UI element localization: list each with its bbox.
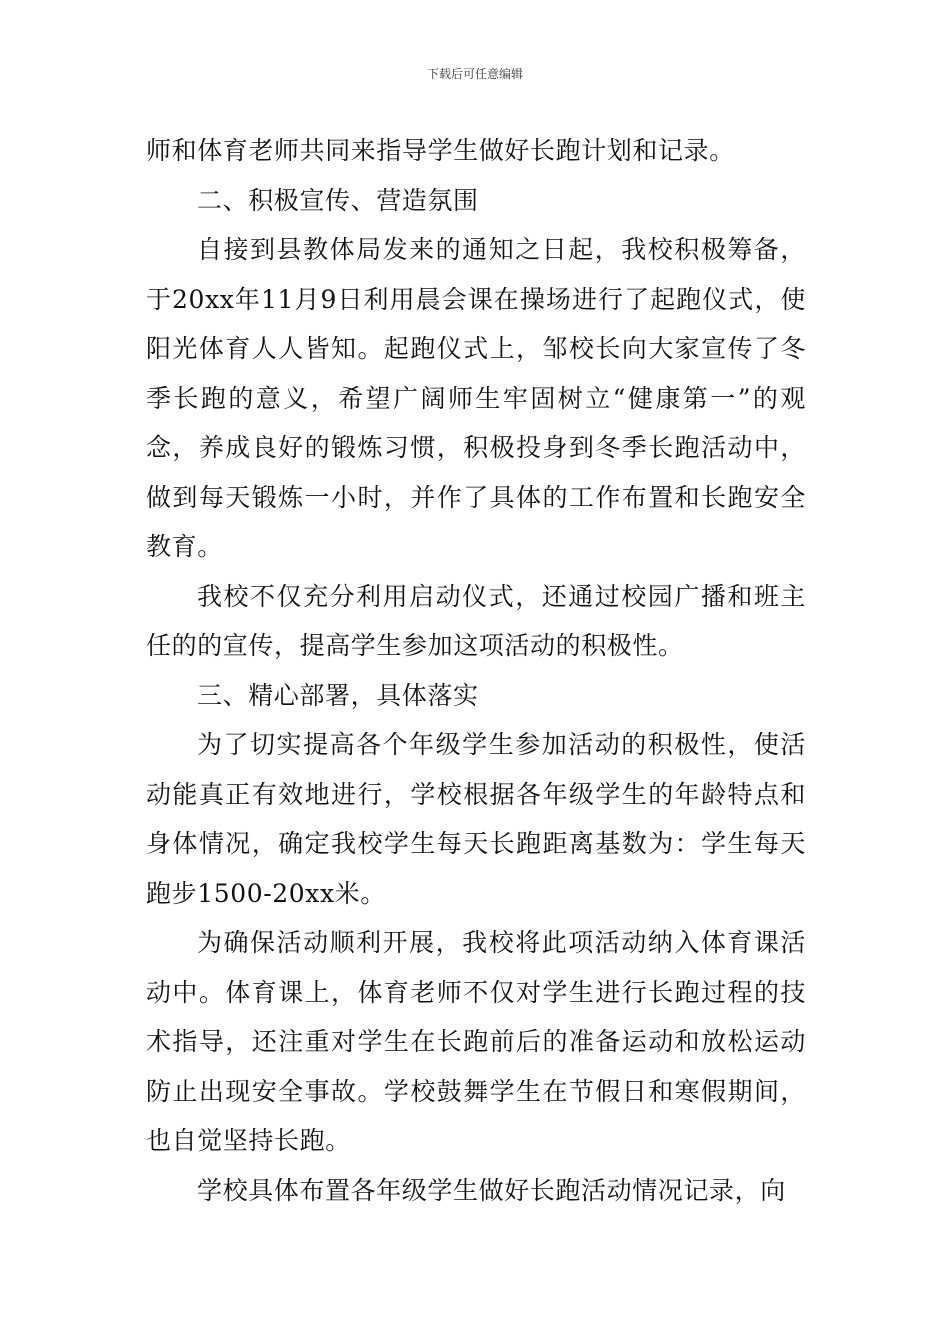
- paragraph-continuation: 师和体育老师共同来指导学生做好长跑计划和记录。: [146, 136, 735, 165]
- paragraph: 为确保活动顺利开展，我校将此项活动纳入体育课活动中。体育课上，体育老师不仅对学生进行长跑过程的技术指导，还注重对学生在长跑前后的准备运动和放松运动防止出现安全事故。学校鼓舞学生在节假日和寒假期间，也自觉坚持长跑。: [146, 928, 806, 1155]
- paragraph: 为了切实提高各个年级学生参加活动的积极性，使活动能真正有效地进行，学校根据各年级学生的年龄特点和身体情况，确定我校学生每天长跑距离基数为：学生每天跑步1500-20xx米。: [146, 730, 806, 908]
- paragraph: 自接到县教体局发来的通知之日起，我校积极筹备，于20xx年11月9日利用晨会课在操场进行了起跑仪式，使阳光体育人人皆知。起跑仪式上，邹校长向大家宣传了冬季长跑的意义，希望广阔师生牢固树立“健康第一”的观念，养成良好的锻炼习惯，积极投身到冬季长跑活动中，做到每天锻炼一小时，并作了具体的工作布置和长跑安全教育。: [146, 235, 806, 561]
- page-header: 下载后可任意编辑: [426, 67, 523, 81]
- document-body: [146, 126, 806, 1215]
- section-heading-3: 三、精心部署，具体落实: [197, 680, 479, 710]
- paragraph: 我校不仅充分利用启动仪式，还通过校园广播和班主任的的宣传，提高学生参加这项活动的积极性。: [146, 581, 806, 660]
- section-heading-2: 二、积极宣传、营造氛围: [197, 185, 479, 215]
- paragraph: 学校具体布置各年级学生做好长跑活动情况记录，向: [197, 1175, 786, 1205]
